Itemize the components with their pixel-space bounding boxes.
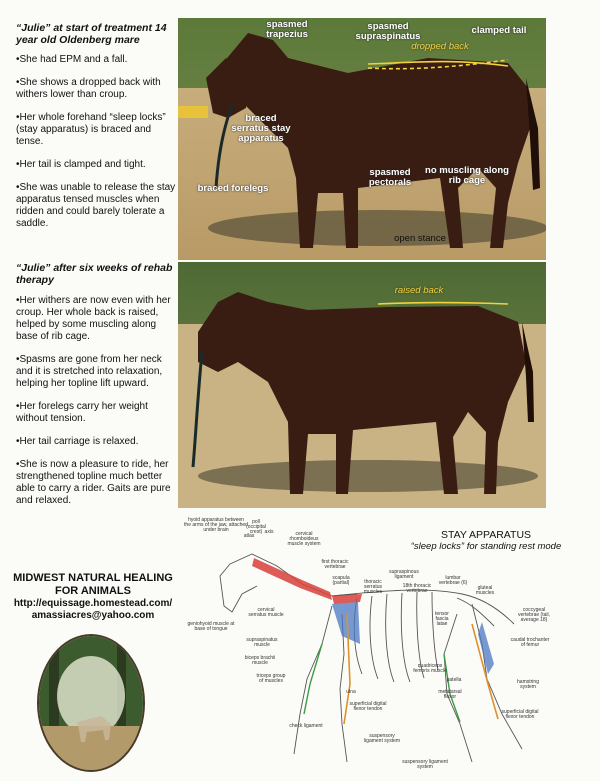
forest-horse-image bbox=[39, 636, 143, 770]
diagram-label-ulna: ulna bbox=[346, 689, 356, 695]
diagram-label-hamstring: hamstring system bbox=[517, 679, 539, 690]
diagram-label-cervical-serratus: cervical serratus muscle bbox=[248, 607, 284, 618]
section2-bullet: •Her tail carriage is relaxed. bbox=[16, 436, 139, 447]
section2-bullet: •She is now a pleasure to ride, her strengthened topline much better able to carry a rider. Gaits are pure and relaxed. bbox=[16, 459, 171, 506]
diagram-label-suspensory-hind: suspensory ligament system bbox=[402, 759, 448, 770]
diagram-label-check-ligament: check ligament bbox=[289, 723, 323, 729]
label-spasmed-trapezius: spasmed trapezius bbox=[266, 19, 308, 40]
diagram-label-suspensory-front: suspensory ligament system bbox=[363, 733, 401, 744]
photo-before bbox=[178, 18, 546, 260]
company-info bbox=[8, 572, 178, 622]
diagram-label-patella: patella bbox=[446, 677, 462, 683]
company-name-line1: MIDWEST NATURAL HEALING bbox=[13, 572, 173, 584]
section1-bullet: •Her tail is clamped and tight. bbox=[16, 159, 146, 170]
label-braced-serratus: braced serratus stay apparatus bbox=[231, 113, 291, 144]
company-url[interactable]: http://equissage.homestead.com/ bbox=[13, 598, 173, 609]
stay-apparatus-diagram bbox=[182, 514, 562, 776]
label-braced-forelegs: braced forelegs bbox=[197, 183, 269, 194]
label-spasmed-supraspinatus: spasmed supraspinatus bbox=[355, 21, 421, 42]
section2-bullet: •Her withers are now even with her croup. Her whole back is raised, helped by some muscling along base of rib cage. bbox=[16, 295, 171, 342]
diagram-label-gluteal: gluteal muscles bbox=[475, 585, 495, 596]
section1-bullet: •She shows a dropped back with withers lower than croup. bbox=[16, 77, 161, 100]
diagram-label-axis: axis bbox=[264, 529, 274, 535]
diagram-label-coccygeal: coccygeal vertebrae (tail, average 18) bbox=[518, 607, 550, 623]
diagram-label-triceps: triceps group of muscles bbox=[256, 673, 286, 684]
section-before-treatment bbox=[16, 22, 176, 241]
diagram-label-biceps-brachii: biceps brachii muscle bbox=[244, 655, 276, 666]
diagram-label-thoracic-serratus: thoracic serratus muscles bbox=[363, 579, 383, 595]
photo-after bbox=[178, 262, 546, 508]
diagram-label-superficial-flexor-front: superficial digital flexor tendon bbox=[349, 701, 387, 712]
diagram-label-supraspinatus: supraspinatus muscle bbox=[246, 637, 278, 648]
diagram-label-atlas: atlas bbox=[243, 533, 255, 539]
diagram-label-first-thoracic: first thoracic vertebrae bbox=[321, 559, 349, 570]
section2-bullet: •Spasms are gone from her neck and it is stretched into relaxation, helping her topline lift upward. bbox=[16, 354, 163, 389]
diagram-label-18th-thoracic: 18th thoracic vertebrae bbox=[402, 583, 432, 594]
diagram-label-supraspinous: supraspinous ligament bbox=[389, 569, 419, 580]
section1-bullet: •She was unable to release the stay apparatus tensed muscles when ridden and could barely tolerate a saddle. bbox=[16, 182, 176, 229]
section2-heading: “Julie” after six weeks of rehab therapy bbox=[16, 262, 173, 286]
label-clamped-tail: clamped tail bbox=[471, 25, 527, 36]
diagram-label-hyoid: hyoid apparatus between the arms of the jaw, attached under brain bbox=[184, 517, 248, 533]
company-name-line2: FOR ANIMALS bbox=[55, 585, 131, 597]
section1-heading: “Julie” at start of treatment 14 year old Oldenberg mare bbox=[16, 22, 167, 46]
diagram-label-poll: poll (occipital crest) bbox=[246, 519, 266, 535]
label-spasmed-pectorals: spasmed pectorals bbox=[368, 167, 412, 188]
diagram-label-caudal-femur: caudal trochanter of femur bbox=[510, 637, 550, 648]
label-open-stance: open stance bbox=[394, 233, 446, 244]
diagram-label-lumbar: lumbar vertebrae (6) bbox=[438, 575, 468, 586]
horse-after-image bbox=[178, 262, 546, 508]
diagram-label-superficial-flexor-hind: superficial digital flexor tendon bbox=[501, 709, 539, 720]
label-dropped-back: dropped back bbox=[411, 41, 469, 52]
label-raised-back: raised back bbox=[394, 285, 444, 296]
diagram-label-geniohyoid: geniohyoid muscle at base of tongue bbox=[187, 621, 235, 632]
section1-bullet: •Her whole forehand “sleep locks” (stay apparatus) is braced and tense. bbox=[16, 112, 166, 147]
section1-bullet: •She had EPM and a fall. bbox=[16, 54, 128, 65]
company-email[interactable]: amassiacres@yahoo.com bbox=[31, 610, 155, 621]
section2-bullet: •Her forelegs carry her weight without tension. bbox=[16, 401, 148, 424]
diagram-subtitle: “sleep locks” for standing rest mode bbox=[410, 541, 562, 552]
forest-horse-picture bbox=[37, 634, 145, 772]
section-after-rehab bbox=[16, 262, 178, 518]
diagram-label-scapula: scapula (partial) bbox=[332, 575, 350, 586]
diagram-label-tensor-fascia: tensor fascia latae bbox=[435, 611, 449, 627]
diagram-label-quadriceps: quadriceps femoris muscle bbox=[413, 663, 447, 674]
label-no-muscling: no muscling along rib cage bbox=[425, 165, 509, 186]
diagram-title: STAY APPARATUS bbox=[440, 529, 532, 541]
diagram-label-cervical-rhomboideus: cervical rhomboideus muscle system bbox=[287, 531, 321, 547]
diagram-label-metatarsal: metatarsal flexor bbox=[438, 689, 462, 700]
